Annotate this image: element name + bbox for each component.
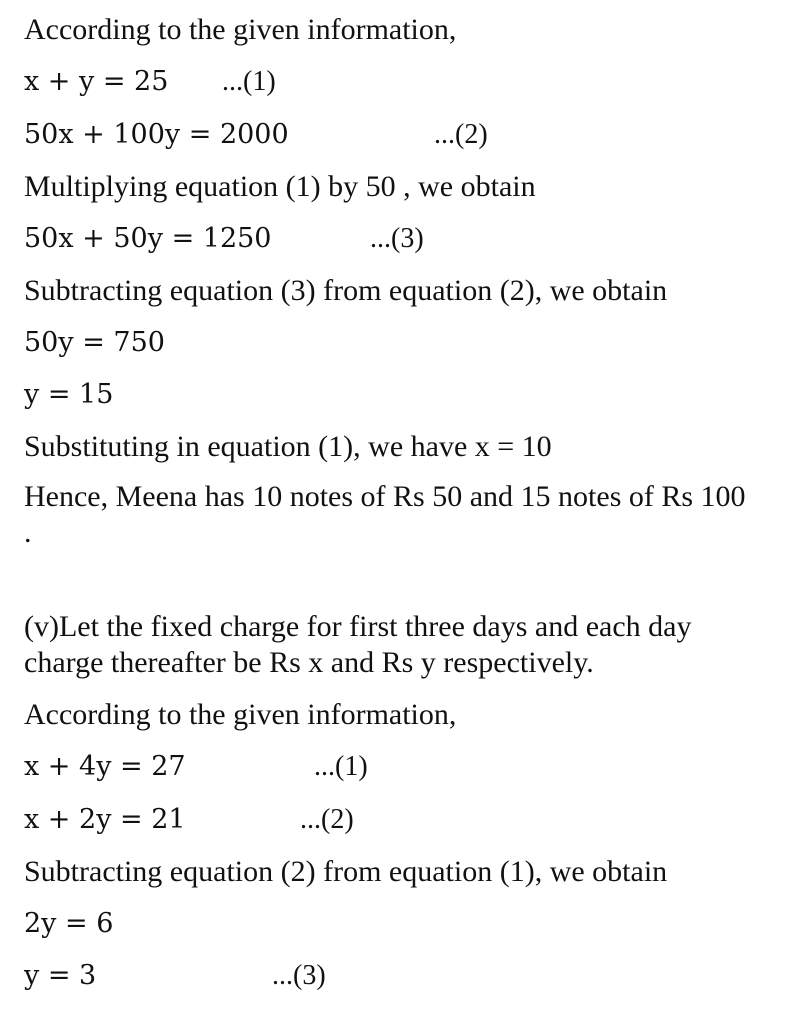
equation: x + 2y = 21 <box>24 804 186 835</box>
text-line: Subtracting equation (3) from equation (2), we obtain <box>24 274 668 307</box>
text-paragraph: (v)Let the fixed charge for first three days and each day charge thereafter be Rs x and Rs y respectively. <box>24 610 692 679</box>
equation-tag: ...(2) <box>434 119 488 150</box>
text-line: Substituting in equation (1), we have x = 10 <box>24 430 552 463</box>
text-line: Multiplying equation (1) by 50 , we obtain <box>24 170 536 203</box>
equation-tag: ...(3) <box>370 223 424 254</box>
equation-line <box>24 221 424 257</box>
equation: x + y = 25 <box>24 66 169 97</box>
equation: x + 4y = 27 <box>24 751 186 782</box>
text-paragraph: Hence, Meena has 10 notes of Rs 50 and 15 notes of Rs 100 . <box>24 480 746 549</box>
equation-line <box>24 749 368 785</box>
equation-tag: ...(3) <box>272 960 326 991</box>
equation-tag: ...(1) <box>314 751 368 782</box>
equation: y = 3 <box>24 960 97 991</box>
equation-line <box>24 906 113 942</box>
equation: y = 15 <box>24 379 114 410</box>
equation: 2y = 6 <box>24 908 114 939</box>
equation: 50x + 100y = 2000 <box>24 119 289 150</box>
text-line: According to the given information, <box>24 13 457 46</box>
equation-tag: ...(2) <box>300 804 354 835</box>
equation-line <box>24 325 165 361</box>
equation: 50x + 50y = 1250 <box>24 223 272 254</box>
text-line: Subtracting equation (2) from equation (1), we obtain <box>24 855 668 888</box>
equation-line <box>24 117 488 153</box>
equation-tag: ...(1) <box>222 66 276 97</box>
equation: 50y = 750 <box>24 327 165 358</box>
equation-line <box>24 377 113 413</box>
equation-line <box>24 958 326 994</box>
text-line: According to the given information, <box>24 698 457 731</box>
equation-line <box>24 802 354 838</box>
equation-line <box>24 64 276 100</box>
